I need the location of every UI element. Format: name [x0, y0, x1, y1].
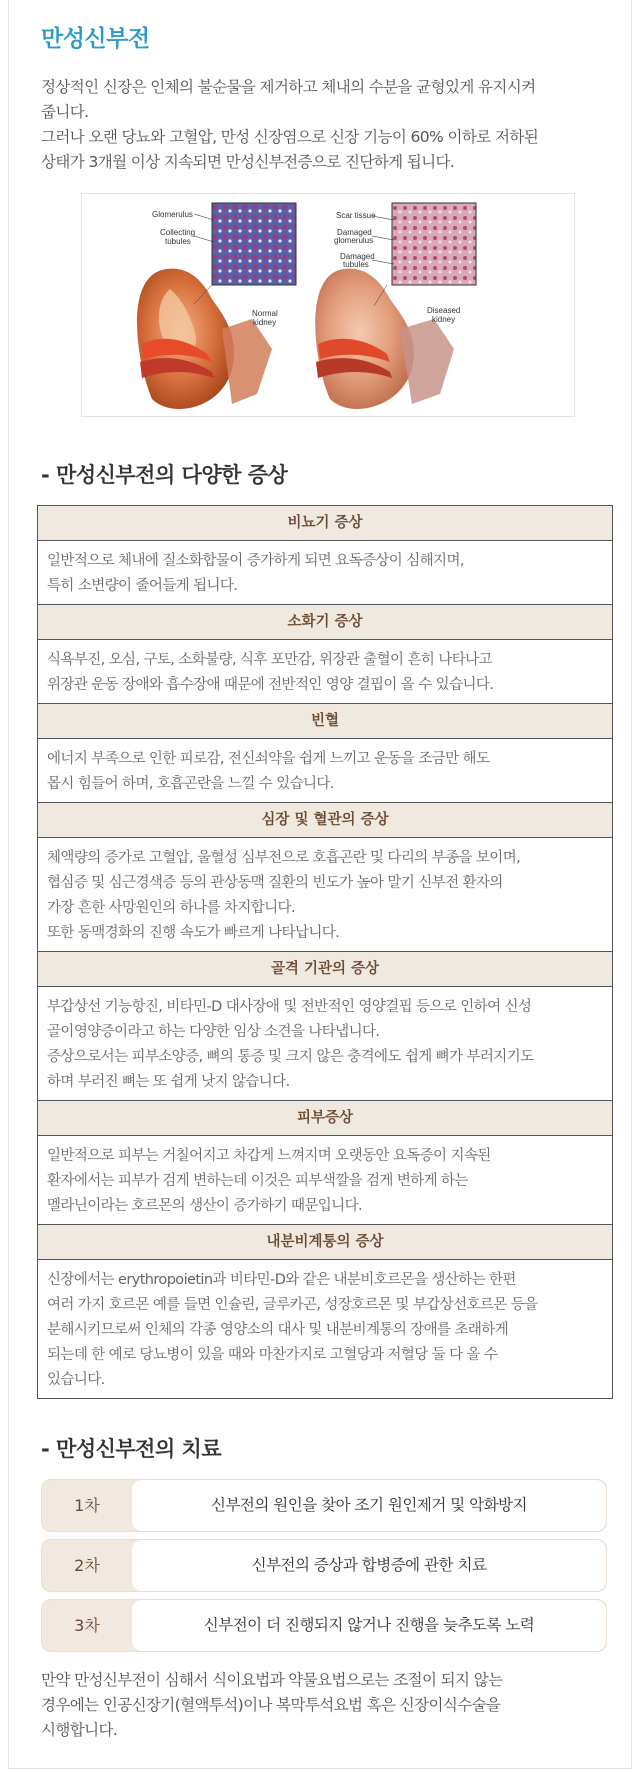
symptom-line: 특히 소변량이 줄어들게 됩니다. — [47, 578, 238, 594]
symptom-line: 체액량의 증가로 고혈압, 울혈성 심부전으로 호흡곤란 및 다리의 부종을 보이며, — [47, 850, 521, 866]
step-text: 신부전의 원인을 찾아 조기 원인제거 및 악화방지 — [132, 1480, 606, 1531]
symptom-line: 있습니다. — [47, 1372, 105, 1388]
step-number: 1차 — [74, 1496, 100, 1515]
symptom-body — [38, 838, 612, 952]
page — [8, 0, 632, 1769]
treatment-step — [41, 1539, 607, 1592]
step-number: 3차 — [74, 1616, 100, 1635]
label-collecting: Collecting — [160, 228, 196, 237]
label-damaged-tub-2: tubules — [343, 260, 369, 269]
symptom-heading: 심장 및 혈관의 증상 — [38, 803, 612, 838]
intro-line: 정상적인 신장은 인체의 불순물을 제거하고 체내의 수분을 균형있게 유지시켜 — [41, 78, 536, 96]
symptom-line: 부갑상선 기능항진, 비타민-D 대사장애 및 전반적인 영양결핍 등으로 인하여 신성 — [47, 999, 532, 1015]
symptom-heading: 피부증상 — [38, 1101, 612, 1136]
treatment-step — [41, 1479, 607, 1532]
label-damaged-tub-1: Damaged — [340, 252, 375, 261]
symptom-line: 또한 동맥경화의 진행 속도가 빠르게 나타납니다. — [47, 925, 340, 941]
kidney-illustration — [81, 193, 575, 417]
symptom-body — [38, 739, 612, 803]
symptom-line: 일반적으로 체내에 질소화합물이 증가하게 되면 요독증상이 심해지며, — [47, 553, 464, 569]
closing-paragraph — [41, 1668, 607, 1743]
symptom-line: 되는데 한 예로 당뇨병이 있을 때와 마찬가지로 고혈당과 저혈당 둘 다 올 수 — [47, 1347, 498, 1363]
closing-line: 경우에는 인공신장기(혈액투석)이나 복막투석요법 혹은 신장이식수술을 — [41, 1696, 501, 1714]
symptom-body — [38, 987, 612, 1101]
intro-line: 줍니다. — [41, 103, 89, 121]
symptom-line: 가장 흔한 사망원인의 하나를 차지합니다. — [47, 900, 295, 916]
label-kidney-left: kidney — [253, 318, 277, 327]
symptoms-table — [37, 505, 613, 1399]
symptom-line: 식욕부진, 오심, 구토, 소화불량, 식후 포만감, 위장관 출혈이 흔히 나타나고 — [47, 652, 492, 668]
symptom-line: 증상으로서는 피부소양증, 뼈의 통증 및 크지 않은 충격에도 쉽게 뼈가 부러지기도 — [47, 1049, 534, 1065]
symptom-body — [38, 640, 612, 704]
symptom-line: 환자에서는 피부가 검게 변하는데 이것은 피부색깔을 검게 변하게 하는 — [47, 1173, 468, 1189]
symptom-line: 여러 가지 호르몬 예를 들면 인슐린, 글루카곤, 성장호르몬 및 부갑상선호르몬 등을 — [47, 1297, 538, 1313]
kidney-illustration-svg — [82, 194, 576, 418]
label-normal: Normal — [252, 309, 278, 318]
label-kidney-right: kidney — [432, 315, 456, 324]
treatment-step — [41, 1599, 607, 1652]
intro-paragraph — [41, 75, 607, 175]
symptom-line: 멜라닌이라는 호르몬의 생산이 증가하기 때문입니다. — [47, 1198, 362, 1214]
step-text: 신부전이 더 진행되지 않거나 진행을 늦추도록 노력 — [132, 1600, 606, 1651]
symptom-heading: 비뇨기 증상 — [38, 506, 612, 541]
intro-line: 그러나 오랜 당뇨와 고혈압, 만성 신장염으로 신장 기능이 60% 이하로 저하된 — [41, 128, 539, 146]
symptom-line: 협심증 및 심근경색증 등의 관상동맥 질환의 빈도가 높아 말기 신부전 환자의 — [47, 875, 503, 891]
label-scar-tissue: Scar tissue — [336, 211, 376, 220]
symptom-line: 신장에서는 erythropoietin과 비타민-D와 같은 내분비호르몬을 생산하는 한편 — [47, 1272, 516, 1288]
treatment-steps — [41, 1479, 607, 1652]
symptom-body — [38, 1136, 612, 1225]
symptom-body — [38, 541, 612, 605]
label-glomerulus: Glomerulus — [152, 210, 193, 219]
symptoms-title: - 만성신부전의 다양한 증상 — [41, 463, 288, 487]
symptom-line: 골이영양증이라고 하는 다양한 임상 소견을 나타냅니다. — [47, 1024, 380, 1040]
closing-line: 만약 만성신부전이 심해서 식이요법과 약물요법으로는 조절이 되지 않는 — [41, 1671, 503, 1689]
symptom-line: 하며 부러진 뼈는 또 쉽게 낫지 않습니다. — [47, 1074, 290, 1090]
symptom-heading: 내분비계통의 증상 — [38, 1225, 612, 1260]
symptom-body — [38, 1260, 612, 1398]
label-tubules: tubules — [165, 237, 191, 246]
treatment-title: - 만성신부전의 치료 — [41, 1437, 222, 1461]
symptom-line: 분해시키므로써 인체의 각종 영양소의 대사 및 내분비계통의 장애를 초래하게 — [47, 1322, 509, 1338]
symptom-line: 몹시 힘들어 하며, 호흡곤란을 느낄 수 있습니다. — [47, 776, 334, 792]
symptom-line: 에너지 부족으로 인한 피로감, 전신쇠약을 쉽게 느끼고 운동을 조금만 해도 — [47, 751, 490, 767]
label-diseased: Diseased — [427, 306, 461, 315]
symptom-heading: 소화기 증상 — [38, 605, 612, 640]
page-title: 만성신부전 — [41, 26, 150, 52]
label-damaged-glom-2: glomerulus — [334, 236, 374, 245]
symptom-line: 위장관 운동 장애와 흡수장애 때문에 전반적인 영양 결핍이 올 수 있습니다. — [47, 677, 494, 693]
closing-line: 시행합니다. — [41, 1721, 118, 1739]
symptom-heading: 빈혈 — [38, 704, 612, 739]
symptom-heading: 골격 기관의 증상 — [38, 952, 612, 987]
step-text: 신부전의 증상과 합병증에 관한 치료 — [132, 1540, 606, 1591]
step-number: 2차 — [74, 1556, 100, 1575]
symptom-line: 일반적으로 피부는 거칠어지고 차갑게 느껴지며 오랫동안 요독증이 지속된 — [47, 1148, 491, 1164]
label-damaged-glom-1: Damaged — [337, 228, 372, 237]
intro-line: 상태가 3개월 이상 지속되면 만성신부전증으로 진단하게 됩니다. — [41, 153, 455, 171]
